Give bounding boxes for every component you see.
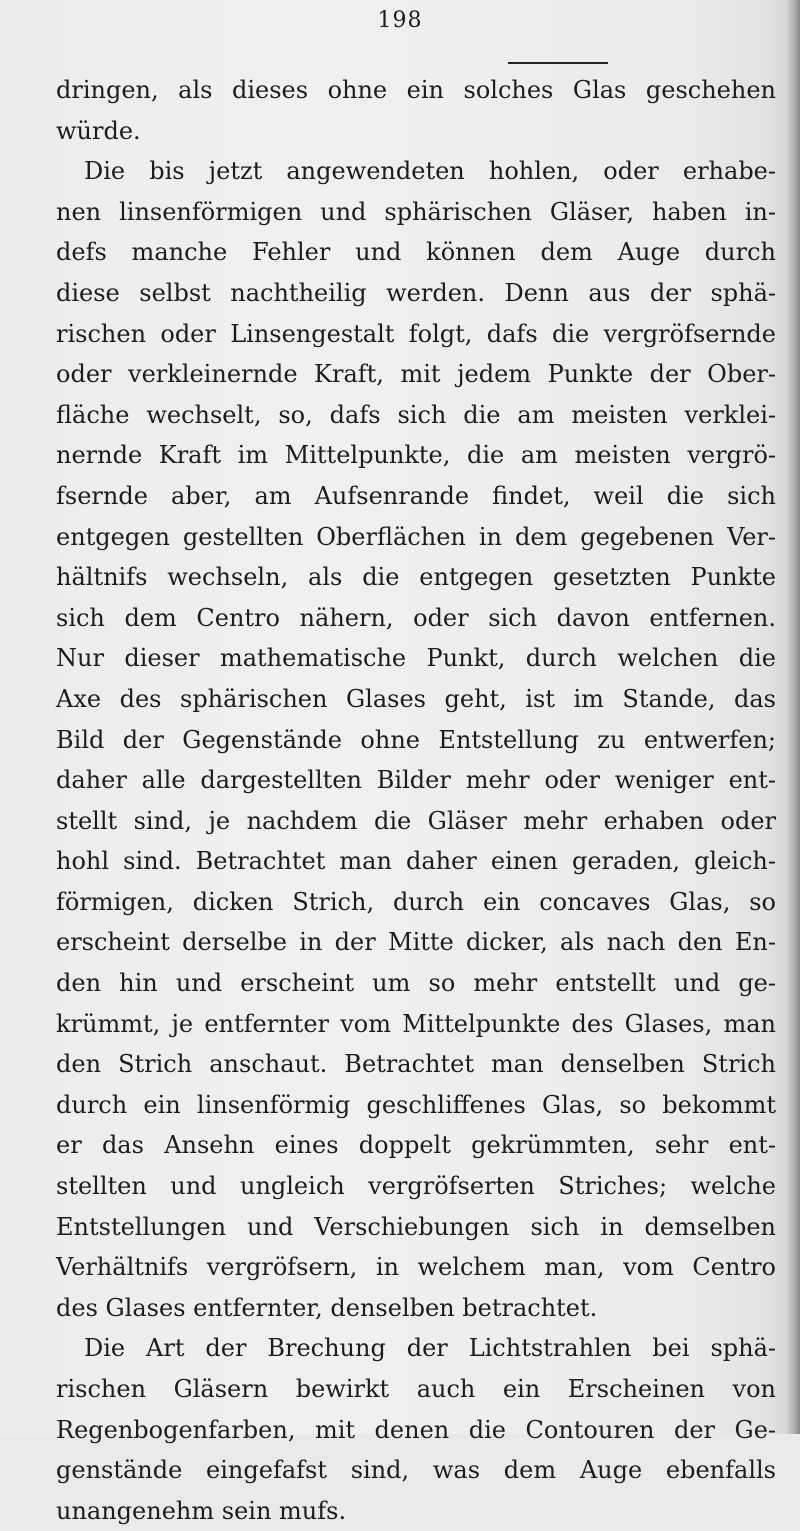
text-line: hältnifs wechseln, als die entgegen gesetzten Punkte [56,563,776,592]
text-line: hohl sind. Betrachtet man daher einen geraden, gleich- [56,847,776,876]
text-line: stellt sind, je nachdem die Gläser mehr erhaben oder [56,806,776,835]
text-line: defs manche Fehler und können dem Auge durch [56,238,776,267]
text-line: krümmt, je entfernter vom Mittelpunkte des Glases, man [56,1009,776,1038]
text-line: entgegen gestellten Oberflächen in dem gegebenen Ver- [56,522,776,551]
text-line: Verhältnifs vergröfsern, in welchem man, vom Centro [56,1253,776,1282]
text-line: den Strich anschaut. Betrachtet man denselben Strich [56,1050,776,1079]
text-line: förmigen, dicken Strich, durch ein concaves Glas, so [56,887,776,916]
page-edge-shadow [786,0,800,1434]
text-line: den hin und erscheint um so mehr entstellt und ge- [56,969,776,998]
text-line: Nur dieser mathematische Punkt, durch welchen die [56,644,776,673]
page-number: 198 [377,8,423,33]
text-line: unangenehm sein mufs. [56,1496,347,1525]
text-line: des Glases entfernter, denselben betrachtet. [56,1293,598,1322]
header-rule [508,62,608,64]
text-line: Bild der Gegenstände ohne Entstellung zu entwerfen; [56,725,776,754]
text-line: Die Art der Brechung der Lichtstrahlen bei sphä- [84,1334,776,1363]
body-text [56,70,776,1531]
text-line: oder verkleinernde Kraft, mit jedem Punkte der Ober- [56,360,776,389]
text-line: Regenbogenfarben, mit denen die Contouren der Ge- [56,1415,776,1444]
text-line: fläche wechselt, so, dafs sich die am meisten verklei- [56,400,776,429]
text-line: erscheint derselbe in der Mitte dicker, als nach den En- [56,928,776,957]
text-line: Die bis jetzt angewendeten hohlen, oder erhabe- [84,157,776,186]
text-line: sich dem Centro nähern, oder sich davon entfernen. [56,603,776,632]
text-line: nen linsenförmigen und sphärischen Gläser, haben in- [56,197,776,226]
text-line: diese selbst nachtheilig werden. Denn aus der sphä- [56,278,776,307]
text-line: nernde Kraft im Mittelpunkte, die am meisten vergrö- [56,441,776,470]
text-line: genstände eingefafst sind, was dem Auge ebenfalls [56,1456,776,1485]
text-line: durch ein linsenförmig geschliffenes Glas, so bekommt [56,1090,776,1119]
text-line: daher alle dargestellten Bilder mehr oder weniger ent- [56,766,776,795]
text-line: rischen Gläsern bewirkt auch ein Erscheinen von [56,1375,776,1403]
text-line: fsernde aber, am Aufsenrande findet, weil die sich [56,481,776,510]
text-line: Entstellungen und Verschiebungen sich in demselben [56,1212,776,1241]
text-line: dringen, als dieses ohne ein solches Glas geschehen [56,76,776,104]
text-line: würde. [56,116,141,145]
text-line: er das Ansehn eines doppelt gekrümmten, sehr ent- [56,1131,776,1160]
text-line: rischen oder Linsengestalt folgt, dafs die vergröfsernde [56,319,776,348]
text-line: Axe des sphärischen Glases geht, ist im Stande, das [56,684,776,713]
text-line: stellten und ungleich vergröfserten Striches; welche [56,1172,776,1201]
